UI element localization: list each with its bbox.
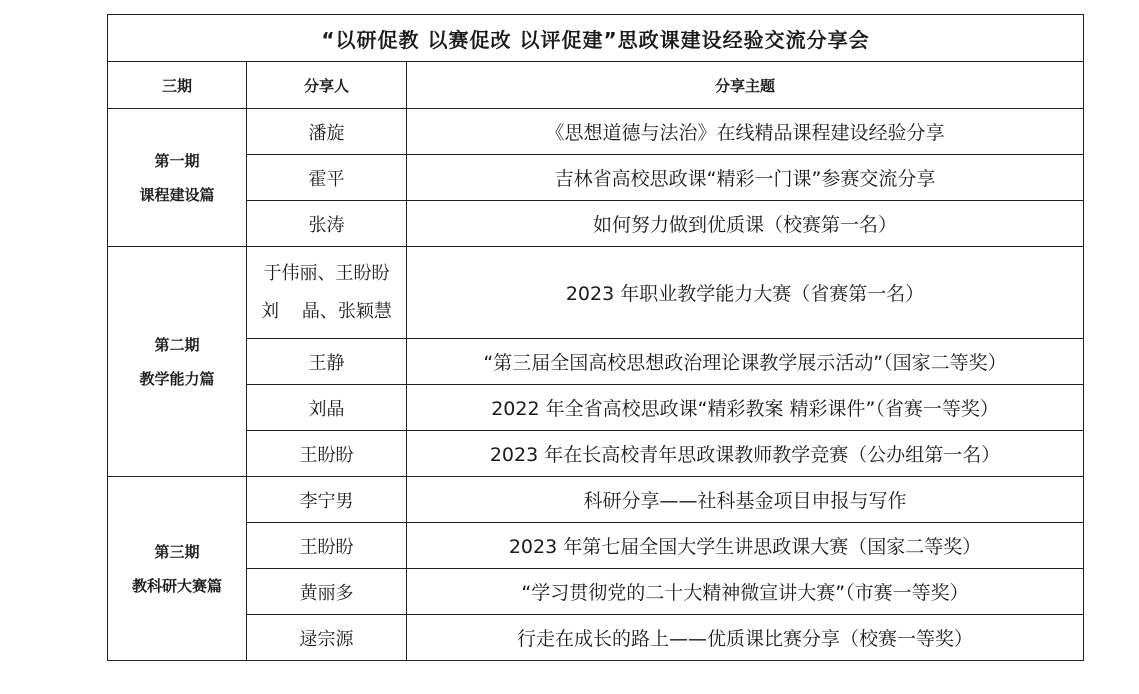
topic-cell: 《思想道德与法治》在线精品课程建设经验分享 (407, 109, 1084, 155)
period-subtitle: 课程建设篇 (139, 185, 215, 204)
presenter-cell: 王静 (247, 339, 407, 385)
header-period: 三期 (108, 62, 247, 109)
topic-cell: “第三届全国高校思想政治理论课教学展示活动”（国家二等奖） (407, 339, 1084, 385)
header-row (108, 62, 1084, 109)
presenter-cell (247, 247, 407, 339)
presenter-cell: 王盼盼 (247, 523, 407, 569)
topic-cell: 2023 年职业教学能力大赛（省赛第一名） (407, 247, 1084, 339)
presenter-cell: 黄丽多 (247, 569, 407, 615)
table-row (108, 155, 1084, 201)
presenter-line: 于伟丽、王盼盼 (263, 262, 390, 284)
topic-cell: 吉林省高校思政课“精彩一门课”参赛交流分享 (407, 155, 1084, 201)
period-name: 第一期 (154, 151, 200, 170)
table-row (108, 339, 1084, 385)
presenter-cell: 王盼盼 (247, 431, 407, 477)
table-title: “以研促教 以赛促改 以评促建”思政课建设经验交流分享会 (108, 15, 1084, 62)
topic-cell: 2022 年全省高校思政课“精彩教案 精彩课件”（省赛一等奖） (407, 385, 1084, 431)
period-cell (108, 109, 247, 247)
table-row (108, 569, 1084, 615)
topic-cell: 2023 年在长高校青年思政课教师教学竞赛（公办组第一名） (407, 431, 1084, 477)
presenter-line: 刘 晶、张颖慧 (261, 300, 392, 322)
table-row (108, 431, 1084, 477)
topic-cell: 2023 年第七届全国大学生讲思政课大赛（国家二等奖） (407, 523, 1084, 569)
presenter-cell: 张涛 (247, 201, 407, 247)
presenter-cell: 霍平 (247, 155, 407, 201)
table-row (108, 385, 1084, 431)
topic-cell: “学习贯彻党的二十大精神微宣讲大赛”（市赛一等奖） (407, 569, 1084, 615)
period-name: 第二期 (154, 335, 200, 354)
header-topic: 分享主题 (407, 62, 1084, 109)
table-row (108, 523, 1084, 569)
table-row (108, 477, 1084, 523)
header-person: 分享人 (247, 62, 407, 109)
table-row (108, 615, 1084, 661)
topic-cell: 如何努力做到优质课（校赛第一名） (407, 201, 1084, 247)
schedule-table (107, 14, 1084, 661)
presenter-cell: 刘晶 (247, 385, 407, 431)
period-cell (108, 247, 247, 477)
topic-cell: 科研分享——社科基金项目申报与写作 (407, 477, 1084, 523)
period-cell (108, 477, 247, 661)
period-subtitle: 教科研大赛篇 (131, 576, 222, 595)
table-row (108, 109, 1084, 155)
presenter-cell: 逯宗源 (247, 615, 407, 661)
presenter-cell: 李宁男 (247, 477, 407, 523)
topic-cell: 行走在成长的路上——优质课比赛分享（校赛一等奖） (407, 615, 1084, 661)
presenter-cell: 潘旋 (247, 109, 407, 155)
period-subtitle: 教学能力篇 (139, 369, 215, 388)
title-row (108, 15, 1084, 62)
table-row (108, 247, 1084, 339)
period-name: 第三期 (154, 542, 200, 561)
table-row (108, 201, 1084, 247)
